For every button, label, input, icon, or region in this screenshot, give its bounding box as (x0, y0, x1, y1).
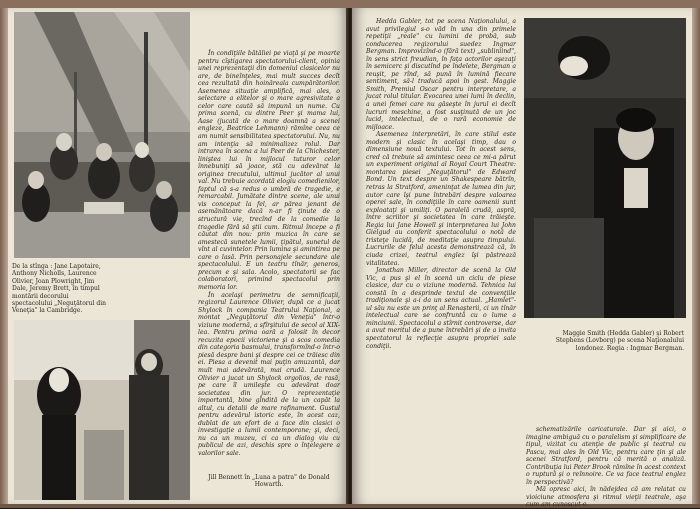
hedda-gabler-caption (538, 330, 684, 352)
article-paragraph: Jonathan Miller, director de scenă la Old Vic, a pus şi el în scenă un ciclu de piese clasice, dar cu o viziune modernă. Tehnica lui constă în a desprinde textul de convenţiile tradiţionale şi a-i da un sens actual. „Hamlet"-ul său nu este un prinţ al Renaşterii, ci un tînăr intelectual care se confruntă cu o lume a minciunii. Spectacolul a stîrnit controverse, dar a avut meritul de a pune întrebări şi de a invita spectatorul la reflecţie asupra propriei sale condiţii. (366, 267, 516, 350)
article-paragraph: În condiţiile bătăliei pe viaţă şi pe moarte pentru cîştigarea spectatorului-client, opinia unei reprezentaţii din domeniul clasicelor nu are, de bineînţeles, mai mult succes decît cea rezultată din hoinăreala cumpărătorilor. Asemenea situaţie amplifică, mai ales, o selectare a elitelor şi o mare agresivitate a celor care caută să impună un nume. Cu prima scenă, cu dintre Peer şi mama lui, Aase (jucată de o mare doamnă a scenei engleze, Beatrice Lehmann) rămîne ceea ce am numit sensibilitatea spectatorului. Nu, nu am intenţia să minimalizez rolul. Dar intrarea în scena a lui Peer de la Chichester, liniştea lui în mijlocul tuturor celor înnebuniţi să joace, stă cu adevărat la originea trecutului, ultimul jucător al unui val. Nu trebuie acordată elogiu comedienilor, faptul că s-a redus o umbră de tragedie, e remarcabil. Jumătate dintre scene, ale unui vis conceput la fel, ar părea jenant de asemănătoare dacă n-ar fi ţinute de o structură vie, trecînd de la comedie la tragedie fără să ştii cum. Ritmul începe a fi căutat din nou: prin muzica în care se amestecă sunetele lumii, ţipătul, sunetul de vînt al cuvintelor. Prin lumina şi amintirea pe care o lasă. Prin personajele secundare ale spectacolului. E un teatru tînăr, generos, precum e şi sala. Acolo, spectatorii se fac colaboratori, primind spectacolul prin memoria lor. (198, 50, 340, 291)
rehearsal-photo-caption (12, 263, 108, 315)
left-page (8, 8, 348, 504)
rehearsal-group-photo (14, 12, 190, 258)
caption-text: De la stînga : Jane Lapotaire, Anthony Nicholls, Laurence Olivier, Joan Plowright, Jim Dale, Jeremy Brett, în timpul montării decorului spectacolului „Neguţătorul din Veneţia" la Cambridge. (12, 263, 106, 315)
jill-bennett-photo (14, 320, 190, 500)
hedda-gabler-photo (524, 18, 686, 318)
book-edge-left (0, 8, 8, 508)
article-paragraph: schematizările caricaturale. Dar şi aici, o imagine ambiguă cu o paralelism şi simplificare de tipul, vizitat cu atenţie de public şi teatrul cu Pascu, mai ales în Old Vic, pentru care ţin şi ale scenei Stratford, pentru că merită o analiză. Contribuţia lui Peter Brook rămîne în acest context o ruptură şi o reînnoire. Ce va face teatrul englez în perspectivă? (526, 426, 686, 486)
article-paragraph: Hedda Gabler, tot pe scena Naţionalului, a avut privilegiul s-o văd în una din primele repetiţii „reale" cu lumini de probă, sub conducerea regizorului suedez Ingmar Bergman. Improvizînd-o (fără text) „subliniind", în sens strict freudian, în faţa actorilor aşezaţi în semicerc şi discutînd pe îndelete, Bergman a reuşit, pe rînd, să pună în lumină fiecare sentiment, să-l traducă apoi în gest. Maggie Smith, Premiul Oscar pentru interpretare, a jucat rolul titular. Evocarea unei lumi în declin, a unei femei care nu găseşte în jurul ei decît lucruri meschine, a fost susţinută de un joc lucid, intelectual, de o rară economie de mijloace. (366, 18, 516, 131)
article-paragraph: În acelaşi perimetru de semnificaţii, regizorul Laurence Olivier, după ce a jucat Shylock în compania Teatrului Naţional, a montat „Neguţătorul din Veneţia" într-o viziune modernă, a sfîrşitului de secol al XIX-lea. Pentru prima oară a folosit în decor recuzita epocii victoriene şi a scos comedia din categoria basmului, transformînd-o într-o piesă despre bani şi despre cei ce trăiesc din ei. Piesa a devenit mai puţin amuzantă, dar mult mai adevărată, mai crudă. Laurence Olivier a jucat un Shylock orgolios, de rasă, pe care îl umileşte cu adevărat doar societatea din jur. O reprezentaţie importantă, bine gîndită de la un capăt la altul, cu detalii de mare rafinament. Gustul pentru adevărul istoric este, în acest caz, dublat de un efort de a face din clasici o investigaţie a lumii contemporane; şi, deci, nu ca un muzeu, ci ca un dialog viu cu publicul de azi, deschis spre o înţelegere a valorilor sale. (198, 291, 340, 457)
right-side-article-column (526, 426, 686, 509)
right-page (352, 8, 692, 509)
book-cover-top (0, 0, 700, 8)
article-paragraph: Mă opresc aici, în nădejdea că am relatat cu vioiciune atmosfera şi ritmul vieţii teatrale, aşa cum am cunoscut-o. (526, 486, 686, 509)
caption-text: Jill Bennett în „Luna a patra" de Donald Howarth. (208, 474, 330, 489)
jill-bennett-caption (204, 474, 334, 489)
book-edge-right (692, 8, 700, 508)
caption-text: Maggie Smith (Hedda Gabler) şi Robert Stephens (Lovborg) pe scena Naţionalului londonez. Regia : Ingmar Bergman. (555, 330, 684, 352)
article-paragraph: Asemenea interpretări, în care stilul este modern şi clasic în acelaşi timp, dau o dimensiune nouă textului. Tot în acest sens, cred că trebuie să amintesc ceea ce mi-a părut un experiment original al Royal Court Theatre: montarea piesei „Neguţătorul" de Edward Bond. Un text despre un Shakespeare bătrîn, retras la Stratford, ameninţat de lumea din jur, autor care îşi pune întrebări despre valoarea operei sale, în condiţiile în care oamenii sunt exploataţi şi umiliţi. O paralelă crudă, aspră, între scriitor şi societatea în care trăieşte. Regia lui Jane Howell şi interpretarea lui John Gielgud au conferit spectacolului o notă de tristeţe lucidă, de meditaţie asupra timpului. Lucrurile de felul acesta demonstrează că, în ciuda crizei, teatrul englez îşi păstrează vitalitatea. (366, 131, 516, 267)
right-article-column (366, 18, 516, 502)
left-article-column (198, 50, 340, 470)
